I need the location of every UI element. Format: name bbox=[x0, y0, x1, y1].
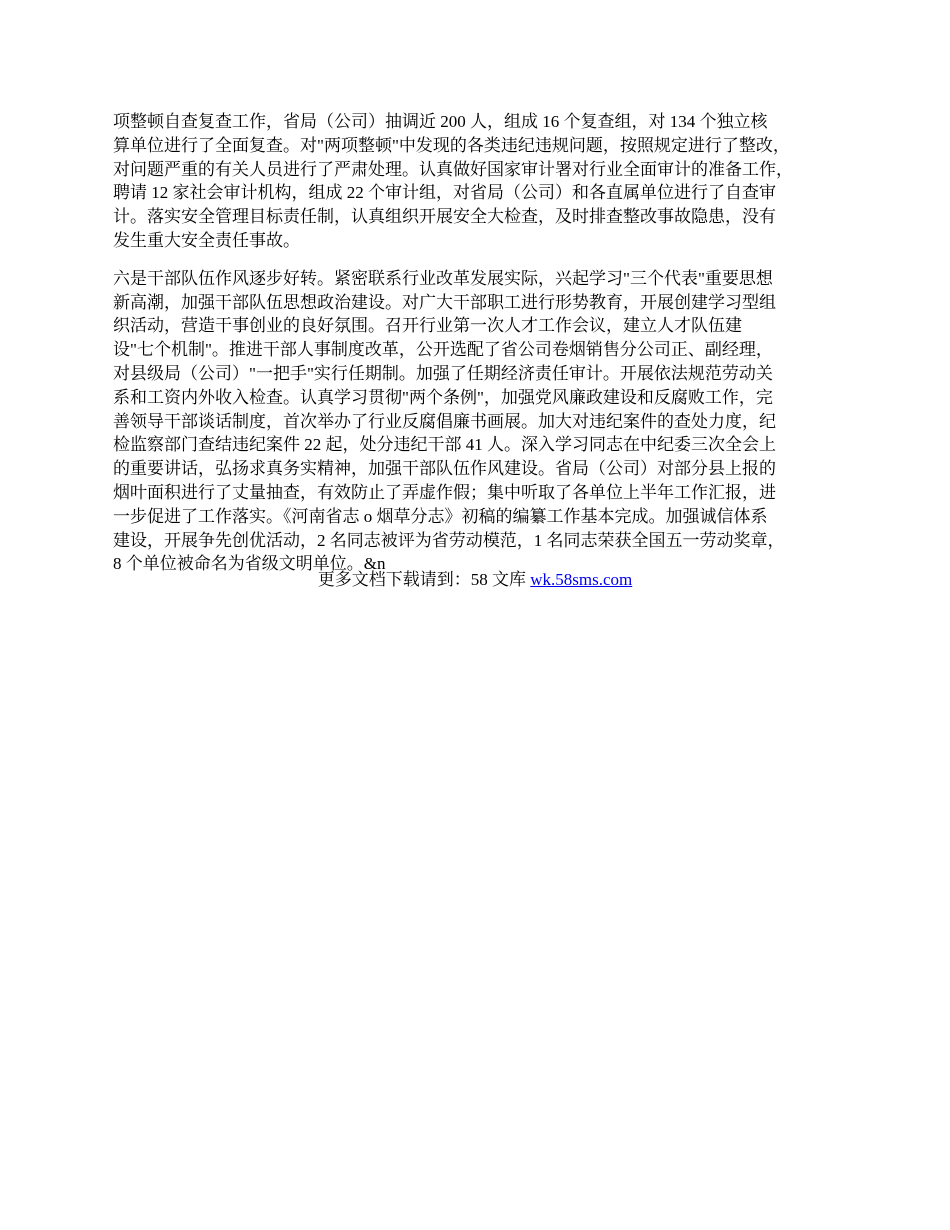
footer-link[interactable]: wk.58sms.com bbox=[530, 570, 633, 589]
paragraph-2 bbox=[113, 267, 838, 576]
download-footer bbox=[0, 568, 950, 592]
paragraph-line: 的重要讲话，弘扬求真务实精神，加强干部队伍作风建设。省局（公司）对部分县上报的 bbox=[113, 459, 776, 479]
paragraph-line: 善领导干部谈话制度，首次举办了行业反腐倡廉书画展。加大对违纪案件的查处力度，纪 bbox=[113, 411, 776, 431]
paragraph-line: 对问题严重的有关人员进行了严肃处理。认真做好国家审计署对行业全面审计的准备工作， bbox=[113, 159, 793, 179]
paragraph-line: 建设，开展争先创优活动，2 名同志被评为省劳动模范，1 名同志荣获全国五一劳动奖章， bbox=[113, 530, 785, 550]
paragraph-line: 新高潮，加强干部队伍思想政治建设。对广大干部职工进行形势教育，开展创建学习型组 bbox=[113, 292, 776, 312]
paragraph-line: 烟叶面积进行了丈量抽查，有效防止了弄虚作假；集中听取了各单位上半年工作汇报，进 bbox=[113, 482, 776, 502]
paragraph-1 bbox=[113, 110, 838, 253]
paragraph-line: 织活动，营造干事创业的良好氛围。召开行业第一次人才工作会议，建立人才队伍建 bbox=[113, 316, 742, 336]
paragraph-line: 一步促进了工作落实。《河南省志 o 烟草分志》初稿的编纂工作基本完成。加强诚信体系 bbox=[113, 506, 768, 526]
paragraph-line: 检监察部门查结违纪案件 22 起，处分违纪干部 41 人。深入学习同志在中纪委三次全会上 bbox=[113, 435, 776, 455]
paragraph-line: 计。落实安全管理目标责任制，认真组织开展安全大检查，及时排查整改事故隐患，没有 bbox=[113, 207, 776, 227]
paragraph-line: 8 个单位被命名为省级文明单位。&n bbox=[113, 554, 386, 574]
paragraph-line: 项整顿自查复查工作，省局（公司）抽调近 200 人，组成 16 个复查组，对 134 个独立核 bbox=[113, 112, 768, 131]
paragraph-line: 设"七个机制"。推进干部人事制度改革，公开选配了省公司卷烟销售分公司正、副经理， bbox=[113, 340, 773, 360]
paragraph-line: 对县级局（公司）"一把手"实行任期制。加强了任期经济责任审计。开展依法规范劳动关 bbox=[113, 363, 773, 383]
paragraph-line: 发生重大安全责任事故。 bbox=[113, 230, 300, 250]
paragraph-line: 算单位进行了全面复查。对"两项整顿"中发现的各类违纪违规问题，按照规定进行了整改， bbox=[113, 135, 790, 155]
document-body bbox=[113, 110, 838, 576]
paragraph-line: 聘请 12 家社会审计机构，组成 22 个审计组，对省局（公司）和各直属单位进行了自查审 bbox=[113, 183, 776, 203]
paragraph-line: 系和工资内外收入检查。认真学习贯彻"两个条例"，加强党风廉政建设和反腐败工作，完 bbox=[113, 387, 773, 407]
footer-text: 更多文档下载请到：58 文库 bbox=[317, 570, 531, 589]
paragraph-line: 六是干部队伍作风逐步好转。紧密联系行业改革发展实际，兴起学习"三个代表"重要思想 bbox=[113, 268, 773, 288]
